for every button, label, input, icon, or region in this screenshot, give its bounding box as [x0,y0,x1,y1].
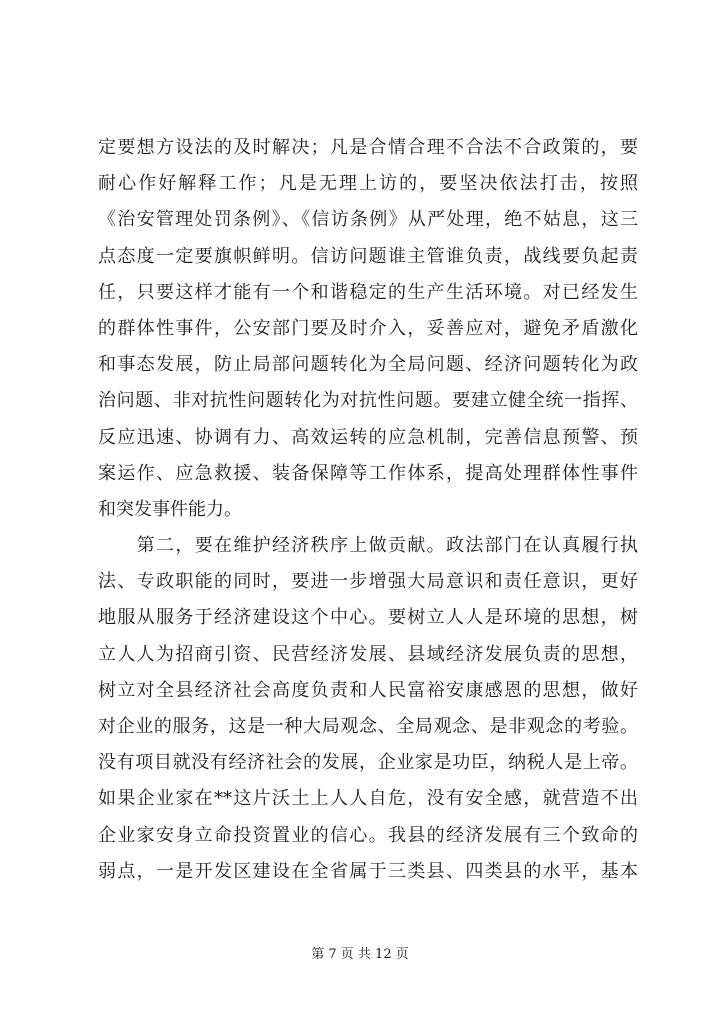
text-line: 如果企业家在**这片沃土上人人自危，没有安全感，就营造不出 [98,788,638,810]
text-line: 反应迅速、协调有力、高效运转的应急机制，完善信息预警、预 [98,426,638,448]
text-line: 地服从服务于经济建设这个中心。要树立人人是环境的思想，树 [98,607,638,629]
text-line: 的群体性事件，公安部门要及时介入，妥善应对，避免矛盾激化 [98,317,638,339]
text-line: 没有项目就没有经济社会的发展，企业家是功臣，纳税人是上帝。 [98,752,638,774]
paragraph-1 [98,130,638,528]
text-line: 治问题、非对抗性问题转化为对抗性问题。要建立健全统一指挥、 [98,390,638,412]
text-line: 第二，要在维护经济秩序上做贡献。政法部门在认真履行执 [98,535,638,557]
paragraph-2 [98,528,638,890]
text-line: 定要想方设法的及时解决；凡是合情合理不合法不合政策的，要 [98,137,638,158]
text-line: 法、专政职能的同时，要进一步增强大局意识和责任意识，更好 [98,571,638,593]
text-line: 和突发事件能力。 [98,498,242,520]
text-line: 和事态发展，防止局部问题转化为全局问题、经济问题转化为政 [98,354,638,376]
text-line: 任，只要这样才能有一个和谐稳定的生产生活环境。对已经发生 [98,281,638,303]
text-line: 企业家安身立命投资置业的信心。我县的经济发展有三个致命的 [98,824,638,846]
text-line: 对企业的服务，这是一种大局观念、全局观念、是非观念的考验。 [98,716,638,737]
body-text [98,130,638,890]
text-line: 案运作、应急救援、装备保障等工作体系，提高处理群体性事件 [98,462,638,484]
text-line: 耐心作好解释工作；凡是无理上访的，要坚决依法打击，按照 [98,173,638,195]
text-line: 树立对全县经济社会高度负责和人民富裕安康感恩的思想，做好 [98,679,638,701]
text-line: 立人人为招商引资、民营经济发展、县域经济发展负责的思想， [98,643,638,665]
text-line: 《治安管理处罚条例》、《信访条例》从严处理，绝不姑息，这三 [98,209,638,231]
text-line: 弱点，一是开发区建设在全省属于三类县、四类县的水平，基本 [98,860,638,882]
text-line: 点态度一定要旗帜鲜明。信访问题谁主管谁负责，战线要负起责 [98,245,638,267]
page-number-footer: 第 7 页 共 12 页 [311,947,409,962]
